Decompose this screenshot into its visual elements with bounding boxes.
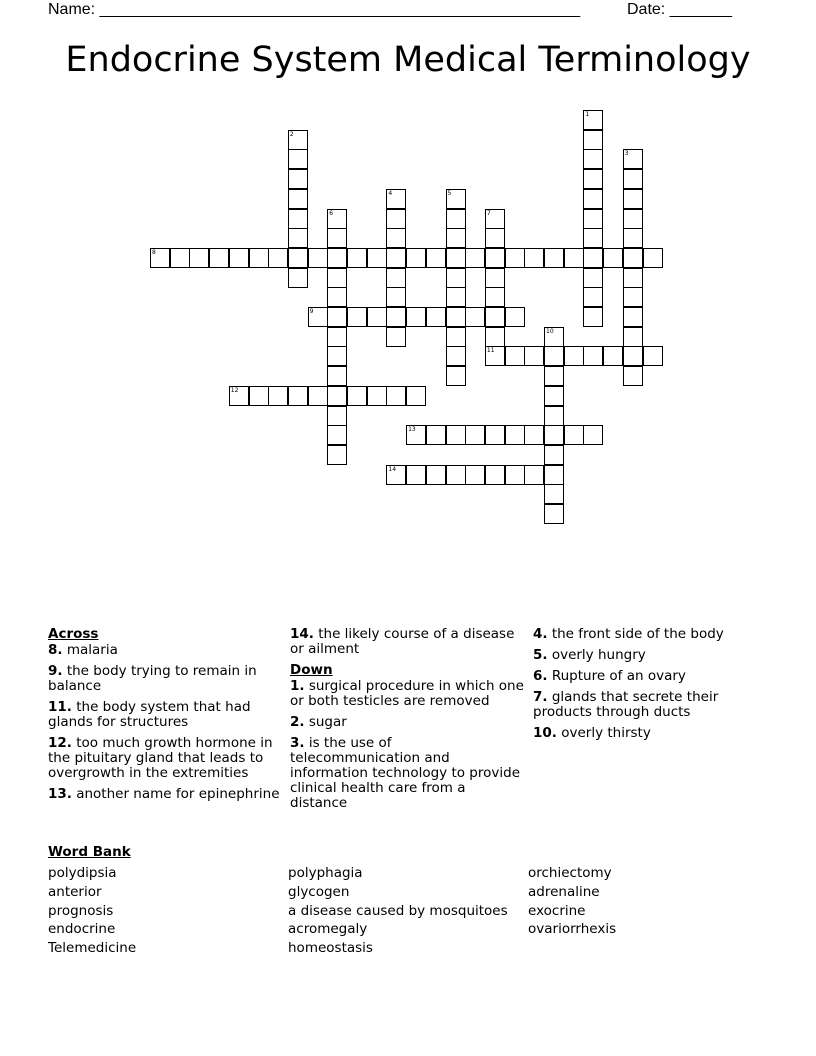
- clue-2: [290, 715, 525, 730]
- grid-cell[interactable]: [485, 465, 505, 485]
- grid-cell[interactable]: [406, 386, 426, 406]
- grid-cell[interactable]: [268, 386, 288, 406]
- word-bank-item: homeostasis: [288, 940, 373, 957]
- grid-cell[interactable]: [446, 228, 466, 248]
- grid-cell[interactable]: [189, 248, 209, 268]
- grid-cell[interactable]: [209, 248, 229, 268]
- grid-cell[interactable]: [426, 425, 446, 445]
- clue-14: [290, 627, 525, 657]
- clue-12: [48, 736, 288, 781]
- grid-cell[interactable]: [583, 287, 603, 307]
- grid-cell[interactable]: [386, 327, 406, 347]
- grid-cell[interactable]: [623, 149, 643, 169]
- grid-cell[interactable]: [544, 406, 564, 426]
- clue-text: too much growth hormone in the pituitary gland that leads to overgrowth in the extremities: [48, 735, 273, 781]
- grid-cell[interactable]: [485, 346, 505, 366]
- grid-cell[interactable]: [544, 504, 564, 524]
- grid-cell[interactable]: [170, 248, 190, 268]
- grid-cell[interactable]: [564, 346, 584, 366]
- grid-cell[interactable]: [386, 228, 406, 248]
- grid-cell[interactable]: [544, 425, 564, 445]
- grid-cell[interactable]: [623, 268, 643, 288]
- clue-number: 10.: [533, 725, 557, 741]
- grid-cell[interactable]: [485, 327, 505, 347]
- clue-4: [533, 627, 773, 642]
- grid-cell[interactable]: [544, 346, 564, 366]
- grid-cell[interactable]: [367, 386, 387, 406]
- grid-cell[interactable]: [249, 248, 269, 268]
- grid-cell[interactable]: [583, 209, 603, 229]
- clue-number: 4.: [533, 626, 548, 642]
- grid-cell[interactable]: [544, 327, 564, 347]
- grid-cell[interactable]: [583, 307, 603, 327]
- clue-7: [533, 690, 773, 720]
- grid-cell[interactable]: [367, 307, 387, 327]
- clue-6: [533, 669, 773, 684]
- clue-number: 1: [585, 111, 590, 118]
- grid-cell[interactable]: [583, 228, 603, 248]
- date-label: Date: _______: [627, 1, 732, 18]
- grid-cell[interactable]: [623, 228, 643, 248]
- grid-cell[interactable]: [485, 268, 505, 288]
- grid-cell[interactable]: [583, 149, 603, 169]
- grid-cell[interactable]: [446, 465, 466, 485]
- clue-text: surgical procedure in which one or both testicles are removed: [290, 678, 524, 709]
- grid-cell[interactable]: [446, 346, 466, 366]
- grid-cell[interactable]: [347, 307, 367, 327]
- grid-cell[interactable]: [426, 307, 446, 327]
- grid-cell[interactable]: [367, 248, 387, 268]
- grid-cell[interactable]: [446, 425, 466, 445]
- grid-cell[interactable]: [327, 346, 347, 366]
- grid-cell[interactable]: [544, 366, 564, 386]
- clue-13: [48, 787, 288, 802]
- grid-cell[interactable]: [288, 149, 308, 169]
- grid-cell[interactable]: [386, 248, 406, 268]
- grid-cell[interactable]: [426, 248, 446, 268]
- grid-cell[interactable]: [465, 307, 485, 327]
- word-bank-item: polyphagia: [288, 865, 363, 881]
- grid-cell[interactable]: [544, 386, 564, 406]
- grid-cell[interactable]: [426, 465, 446, 485]
- word-bank-item: exocrine: [528, 902, 586, 919]
- grid-cell[interactable]: [386, 307, 406, 327]
- clue-number: 7: [486, 209, 491, 217]
- grid-cell[interactable]: [505, 425, 525, 445]
- grid-cell[interactable]: [583, 189, 603, 209]
- clue-number: 8: [152, 248, 156, 256]
- grid-cell[interactable]: [327, 406, 347, 426]
- clue-number: 10: [546, 327, 554, 335]
- grid-cell[interactable]: [465, 248, 485, 268]
- grid-cell[interactable]: [583, 346, 603, 366]
- grid-cell[interactable]: [327, 228, 347, 248]
- grid-cell[interactable]: [446, 189, 466, 209]
- clue-11: [48, 700, 288, 730]
- grid-cell[interactable]: [268, 248, 288, 268]
- grid-cell[interactable]: [623, 327, 643, 347]
- grid-cell[interactable]: [446, 366, 466, 386]
- grid-cell[interactable]: [288, 248, 308, 268]
- clues-column-1: [48, 627, 288, 808]
- grid-cell[interactable]: [288, 209, 308, 229]
- clue-8: [48, 643, 288, 658]
- word-bank-heading: Word Bank: [48, 844, 131, 860]
- word-bank-item: acromegaly: [288, 921, 368, 938]
- grid-cell[interactable]: [485, 209, 505, 229]
- grid-cell[interactable]: [524, 465, 544, 485]
- clue-number: 8.: [48, 642, 63, 658]
- grid-cell[interactable]: [327, 327, 347, 347]
- grid-cell[interactable]: [485, 287, 505, 307]
- word-bank-item: prognosis: [48, 902, 114, 919]
- clue-text: sugar: [304, 714, 347, 730]
- down-heading: Down: [290, 662, 333, 678]
- grid-cell[interactable]: [465, 465, 485, 485]
- grid-cell[interactable]: [505, 465, 525, 485]
- grid-cell[interactable]: [544, 445, 564, 465]
- clue-number: 5: [447, 189, 452, 197]
- clue-text: overly hungry: [547, 647, 646, 663]
- word-bank-item: anterior: [48, 883, 102, 900]
- clue-10: [533, 726, 773, 741]
- clue-text: the body trying to remain in balance: [48, 663, 257, 694]
- grid-cell[interactable]: [446, 268, 466, 288]
- clue-number: 12.: [48, 735, 72, 751]
- grid-cell[interactable]: [623, 307, 643, 327]
- grid-cell[interactable]: [308, 248, 328, 268]
- grid-cell[interactable]: [386, 386, 406, 406]
- clue-text: glands that secrete their products through ducts: [533, 689, 719, 720]
- clue-text: the front side of the body: [547, 626, 724, 642]
- clue-3: [290, 736, 525, 811]
- grid-cell[interactable]: [406, 425, 426, 445]
- grid-cell[interactable]: [288, 189, 308, 209]
- grid-cell[interactable]: [583, 248, 603, 268]
- grid-cell[interactable]: [386, 465, 406, 485]
- clue-text: Rupture of an ovary: [547, 668, 686, 684]
- grid-cell[interactable]: [327, 366, 347, 386]
- grid-cell[interactable]: [583, 268, 603, 288]
- clue-number: 1.: [290, 678, 305, 694]
- grid-cell[interactable]: [249, 386, 269, 406]
- grid-cell[interactable]: [386, 209, 406, 229]
- grid-cell[interactable]: [623, 346, 643, 366]
- clue-text: is the use of telecommunication and information technology to provide clinical health care from a distance: [290, 735, 521, 811]
- grid-cell[interactable]: [308, 386, 328, 406]
- clue-number: 6.: [533, 668, 548, 684]
- grid-cell[interactable]: [544, 248, 564, 268]
- grid-cell[interactable]: [505, 248, 525, 268]
- grid-cell[interactable]: [327, 209, 347, 229]
- grid-cell[interactable]: [150, 248, 170, 268]
- grid-cell[interactable]: [386, 287, 406, 307]
- word-bank-item: polydipsia: [48, 865, 117, 881]
- name-label: Name: ______________________________________________________: [48, 1, 581, 18]
- grid-cell[interactable]: [583, 130, 603, 150]
- clue-number: 11: [486, 347, 495, 355]
- clue-number: 6: [329, 209, 334, 217]
- grid-cell[interactable]: [465, 425, 485, 445]
- grid-cell[interactable]: [327, 386, 347, 406]
- word-bank-column-1: [48, 864, 278, 958]
- grid-cell[interactable]: [288, 169, 308, 189]
- word-bank-column-3: [528, 864, 758, 939]
- grid-cell[interactable]: [446, 327, 466, 347]
- grid-cell[interactable]: [583, 110, 603, 130]
- clue-number: 9: [309, 308, 314, 315]
- grid-cell[interactable]: [505, 307, 525, 327]
- grid-cell[interactable]: [446, 248, 466, 268]
- grid-cell[interactable]: [623, 248, 643, 268]
- word-bank-item: a disease caused by mosquitoes: [288, 902, 508, 919]
- word-bank-column-2: [288, 864, 518, 958]
- grid-cell[interactable]: [524, 425, 544, 445]
- clue-9: [48, 664, 288, 694]
- grid-cell[interactable]: [623, 287, 643, 307]
- grid-cell[interactable]: [327, 287, 347, 307]
- grid-cell[interactable]: [544, 484, 564, 504]
- clue-number: 14: [388, 465, 397, 473]
- grid-cell[interactable]: [327, 425, 347, 445]
- grid-cell[interactable]: [524, 346, 544, 366]
- grid-cell[interactable]: [229, 386, 249, 406]
- grid-cell[interactable]: [308, 307, 328, 327]
- grid-cell[interactable]: [643, 248, 663, 268]
- clue-text: malaria: [62, 642, 118, 658]
- word-bank-item: ovariorrhexis: [528, 921, 617, 938]
- grid-cell[interactable]: [564, 425, 584, 445]
- grid-cell[interactable]: [229, 248, 249, 268]
- clue-number: 9.: [48, 663, 63, 679]
- clue-number: 3.: [290, 735, 305, 751]
- grid-cell[interactable]: [623, 209, 643, 229]
- clues-column-2: [290, 627, 525, 817]
- grid-cell[interactable]: [406, 465, 426, 485]
- grid-cell[interactable]: [327, 445, 347, 465]
- word-bank-item: orchiectomy: [528, 865, 612, 881]
- grid-cell[interactable]: [485, 228, 505, 248]
- clue-number: 13.: [48, 786, 72, 802]
- grid-cell[interactable]: [485, 248, 505, 268]
- word-bank-item: Telemedicine: [48, 940, 137, 957]
- grid-cell[interactable]: [288, 386, 308, 406]
- grid-cell[interactable]: [347, 248, 367, 268]
- clue-5: [533, 648, 773, 663]
- grid-cell[interactable]: [327, 248, 347, 268]
- clue-text: the likely course of a disease or ailment: [290, 626, 515, 657]
- clue-number: 13: [408, 426, 416, 434]
- grid-cell[interactable]: [327, 268, 347, 288]
- grid-cell[interactable]: [623, 169, 643, 189]
- grid-cell[interactable]: [603, 248, 623, 268]
- grid-cell[interactable]: [446, 287, 466, 307]
- grid-cell[interactable]: [288, 268, 308, 288]
- clue-text: the body system that had glands for structures: [48, 699, 251, 730]
- clue-text: overly thirsty: [556, 725, 651, 741]
- grid-cell[interactable]: [485, 425, 505, 445]
- clue-number: 3: [624, 150, 629, 158]
- clue-number: 14.: [290, 626, 314, 642]
- clue-number: 11.: [48, 699, 72, 715]
- grid-cell[interactable]: [623, 189, 643, 209]
- clue-text: another name for epinephrine: [71, 786, 280, 802]
- grid-cell[interactable]: [347, 386, 367, 406]
- grid-cell[interactable]: [524, 248, 544, 268]
- across-heading: Across: [48, 626, 99, 642]
- word-bank-item: glycogen: [288, 883, 350, 900]
- word-bank-item: endocrine: [48, 921, 116, 938]
- grid-cell[interactable]: [386, 189, 406, 209]
- clue-number: 2: [289, 130, 294, 138]
- grid-cell[interactable]: [386, 268, 406, 288]
- clue-number: 4: [388, 189, 393, 197]
- grid-cell[interactable]: [643, 346, 663, 366]
- grid-cell[interactable]: [446, 307, 466, 327]
- grid-cell[interactable]: [583, 425, 603, 445]
- page-title: Endocrine System Medical Terminology: [65, 40, 751, 80]
- grid-cell[interactable]: [406, 248, 426, 268]
- clue-number: 2.: [290, 714, 305, 730]
- grid-cell[interactable]: [583, 169, 603, 189]
- clues-column-3: [533, 627, 773, 747]
- grid-cell[interactable]: [485, 307, 505, 327]
- clue-number: 5.: [533, 647, 548, 663]
- grid-cell[interactable]: [288, 228, 308, 248]
- grid-cell[interactable]: [623, 366, 643, 386]
- grid-cell[interactable]: [603, 346, 623, 366]
- grid-cell[interactable]: [327, 307, 347, 327]
- clue-1: [290, 679, 525, 709]
- grid-cell[interactable]: [505, 346, 525, 366]
- clue-number: 7.: [533, 689, 548, 705]
- clue-number: 12: [230, 386, 239, 394]
- grid-cell[interactable]: [406, 307, 426, 327]
- grid-cell[interactable]: [544, 465, 564, 485]
- grid-cell[interactable]: [446, 209, 466, 229]
- word-bank-item: adrenaline: [528, 883, 600, 900]
- grid-cell[interactable]: [564, 248, 584, 268]
- grid-cell[interactable]: [288, 130, 308, 150]
